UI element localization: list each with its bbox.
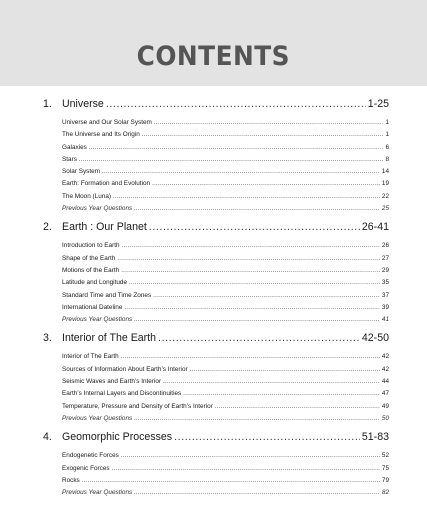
topic-title: Exogenic Forces bbox=[62, 464, 110, 472]
dot-leader bbox=[121, 265, 380, 277]
topic-page: 19 bbox=[381, 180, 389, 188]
topic-page: 50 bbox=[381, 414, 389, 422]
chapter-section bbox=[43, 98, 389, 215]
dot-leader bbox=[121, 450, 380, 462]
topic-page: 26 bbox=[381, 242, 389, 250]
topic-entry[interactable] bbox=[62, 351, 389, 363]
dot-leader bbox=[152, 178, 380, 190]
page-title: CONTENTS bbox=[136, 41, 291, 72]
dot-leader bbox=[163, 376, 380, 388]
dot-leader bbox=[113, 191, 380, 203]
topic-page: 42 bbox=[381, 365, 389, 373]
dot-leader bbox=[102, 166, 380, 178]
topic-title: Earth: Formation and Evolution bbox=[62, 180, 151, 188]
dot-leader bbox=[134, 413, 380, 425]
topic-title: International Dateline bbox=[62, 303, 123, 311]
chapter-pages: 1-25 bbox=[367, 98, 389, 110]
dot-leader bbox=[121, 351, 380, 363]
topic-page: 52 bbox=[381, 452, 389, 460]
previous-year-questions-entry[interactable] bbox=[62, 203, 389, 215]
chapter-entry[interactable] bbox=[43, 98, 389, 110]
chapter-title: Earth : Our Planet bbox=[62, 221, 147, 234]
table-of-contents bbox=[0, 86, 427, 499]
topic-title: Universe and Our Solar System bbox=[62, 119, 152, 126]
topic-entry[interactable] bbox=[62, 154, 389, 166]
topic-page: 1 bbox=[385, 131, 389, 139]
topic-entry[interactable] bbox=[62, 166, 389, 178]
dot-leader bbox=[134, 314, 380, 326]
chapter-number: 2. bbox=[43, 221, 52, 234]
header-band bbox=[0, 0, 427, 86]
dot-leader bbox=[153, 290, 380, 302]
topic-page: 22 bbox=[381, 192, 389, 200]
chapter-title: Geomorphic Processes bbox=[62, 431, 173, 444]
dot-leader bbox=[129, 277, 380, 289]
topic-title: The Moon (Luna) bbox=[62, 192, 112, 200]
topic-entry[interactable] bbox=[62, 401, 389, 413]
topic-title: Previous Year Questions bbox=[62, 489, 133, 497]
topic-list bbox=[43, 240, 389, 326]
dot-leader bbox=[134, 203, 380, 215]
dot-leader bbox=[142, 129, 384, 141]
topic-entry[interactable] bbox=[62, 178, 389, 190]
topic-title: Rocks bbox=[62, 476, 80, 484]
topic-title: Previous Year Questions bbox=[62, 316, 133, 324]
topic-title: Interior of The Earth bbox=[62, 353, 119, 361]
topic-page: 41 bbox=[381, 316, 389, 324]
topic-list bbox=[43, 117, 389, 215]
topic-page: 8 bbox=[385, 155, 389, 163]
topic-title: Standard Time and Time Zones bbox=[62, 291, 152, 299]
topic-page: 75 bbox=[381, 464, 389, 472]
topic-page: 39 bbox=[381, 303, 389, 311]
topic-entry[interactable] bbox=[62, 265, 389, 277]
chapter-title: Interior of The Earth bbox=[62, 332, 157, 345]
dot-leader bbox=[122, 240, 380, 252]
topic-entry[interactable] bbox=[62, 388, 389, 400]
topic-page: 25 bbox=[381, 205, 389, 213]
topic-page: 37 bbox=[381, 291, 389, 299]
chapter-pages: 42-50 bbox=[361, 332, 389, 345]
topic-title: Seismic Waves and Earth’s Interior bbox=[62, 378, 162, 386]
topic-entry[interactable] bbox=[62, 290, 389, 302]
dot-leader bbox=[79, 154, 384, 166]
topic-entry[interactable] bbox=[62, 302, 389, 314]
topic-entry[interactable] bbox=[62, 240, 389, 252]
topic-entry[interactable] bbox=[62, 376, 389, 388]
topic-list bbox=[43, 351, 389, 425]
dot-leader bbox=[106, 98, 366, 110]
topic-title: Latitude and Longitude bbox=[62, 279, 128, 287]
topic-page: 6 bbox=[385, 143, 389, 151]
chapter-number: 4. bbox=[43, 431, 52, 444]
topic-entry[interactable] bbox=[62, 191, 389, 203]
dot-leader bbox=[149, 221, 360, 233]
topic-entry[interactable] bbox=[62, 364, 389, 376]
previous-year-questions-entry[interactable] bbox=[62, 487, 389, 499]
chapter-pages: 51-83 bbox=[361, 431, 389, 444]
topic-entry[interactable] bbox=[62, 142, 389, 154]
topic-list bbox=[43, 450, 389, 499]
topic-page: 47 bbox=[381, 390, 389, 398]
topic-title: Endogenetic Forces bbox=[62, 452, 119, 460]
topic-page: 35 bbox=[381, 279, 389, 287]
chapter-entry[interactable] bbox=[43, 332, 389, 344]
topic-title: Introduction to Earth bbox=[62, 242, 120, 250]
topic-page: 82 bbox=[381, 489, 389, 497]
dot-leader bbox=[89, 142, 384, 154]
previous-year-questions-entry[interactable] bbox=[62, 314, 389, 326]
chapter-section bbox=[43, 431, 389, 499]
dot-leader bbox=[112, 463, 380, 475]
topic-title: Galaxies bbox=[62, 143, 87, 151]
topic-title: Temperature, Pressure and Density of Earth’s Interior bbox=[62, 402, 213, 410]
topic-title: Motions of the Earth bbox=[62, 266, 120, 274]
topic-title: Previous Year Questions bbox=[62, 414, 133, 422]
chapter-pages: 26-41 bbox=[361, 221, 389, 234]
chapter-title: Universe bbox=[62, 98, 104, 110]
chapter-number: 3. bbox=[43, 332, 52, 345]
topic-page: 29 bbox=[381, 266, 389, 274]
topic-title: Stars bbox=[62, 155, 77, 163]
dot-leader bbox=[117, 253, 380, 265]
dot-leader bbox=[134, 487, 380, 499]
topic-page: 14 bbox=[381, 168, 389, 176]
dot-leader bbox=[190, 364, 380, 376]
topic-entry[interactable] bbox=[62, 253, 389, 265]
topic-page: 42 bbox=[381, 353, 389, 361]
topic-entry[interactable] bbox=[62, 129, 389, 141]
topic-page: 27 bbox=[381, 254, 389, 262]
topic-entry[interactable] bbox=[62, 117, 389, 129]
topic-page: 79 bbox=[381, 476, 389, 484]
dot-leader bbox=[124, 302, 379, 314]
dot-leader bbox=[215, 401, 380, 413]
topic-entry[interactable] bbox=[62, 277, 389, 289]
dot-leader bbox=[158, 332, 360, 344]
topic-entry[interactable] bbox=[62, 475, 389, 487]
previous-year-questions-entry[interactable] bbox=[62, 413, 389, 425]
topic-entry[interactable] bbox=[62, 463, 389, 475]
topic-page: 1 bbox=[385, 119, 389, 126]
topic-title: Earth’s Internal Layers and Discontinuities bbox=[62, 390, 182, 398]
topic-title: Sources of Information About Earth’s Interior bbox=[62, 365, 188, 373]
topic-title: Solar System bbox=[62, 168, 101, 176]
chapter-section bbox=[43, 332, 389, 425]
topic-page: 49 bbox=[381, 402, 389, 410]
dot-leader bbox=[183, 388, 380, 400]
topic-title: Previous Year Questions bbox=[62, 205, 133, 213]
chapter-entry[interactable] bbox=[43, 431, 389, 443]
topic-page: 44 bbox=[381, 378, 389, 386]
dot-leader bbox=[82, 475, 380, 487]
chapter-number: 1. bbox=[43, 98, 52, 110]
dot-leader bbox=[154, 117, 384, 129]
chapter-entry[interactable] bbox=[43, 221, 389, 233]
dot-leader bbox=[174, 431, 360, 443]
topic-title: The Universe and Its Origin bbox=[62, 131, 140, 139]
topic-title: Shape of the Earth bbox=[62, 254, 116, 262]
topic-entry[interactable] bbox=[62, 450, 389, 462]
chapter-section bbox=[43, 221, 389, 326]
